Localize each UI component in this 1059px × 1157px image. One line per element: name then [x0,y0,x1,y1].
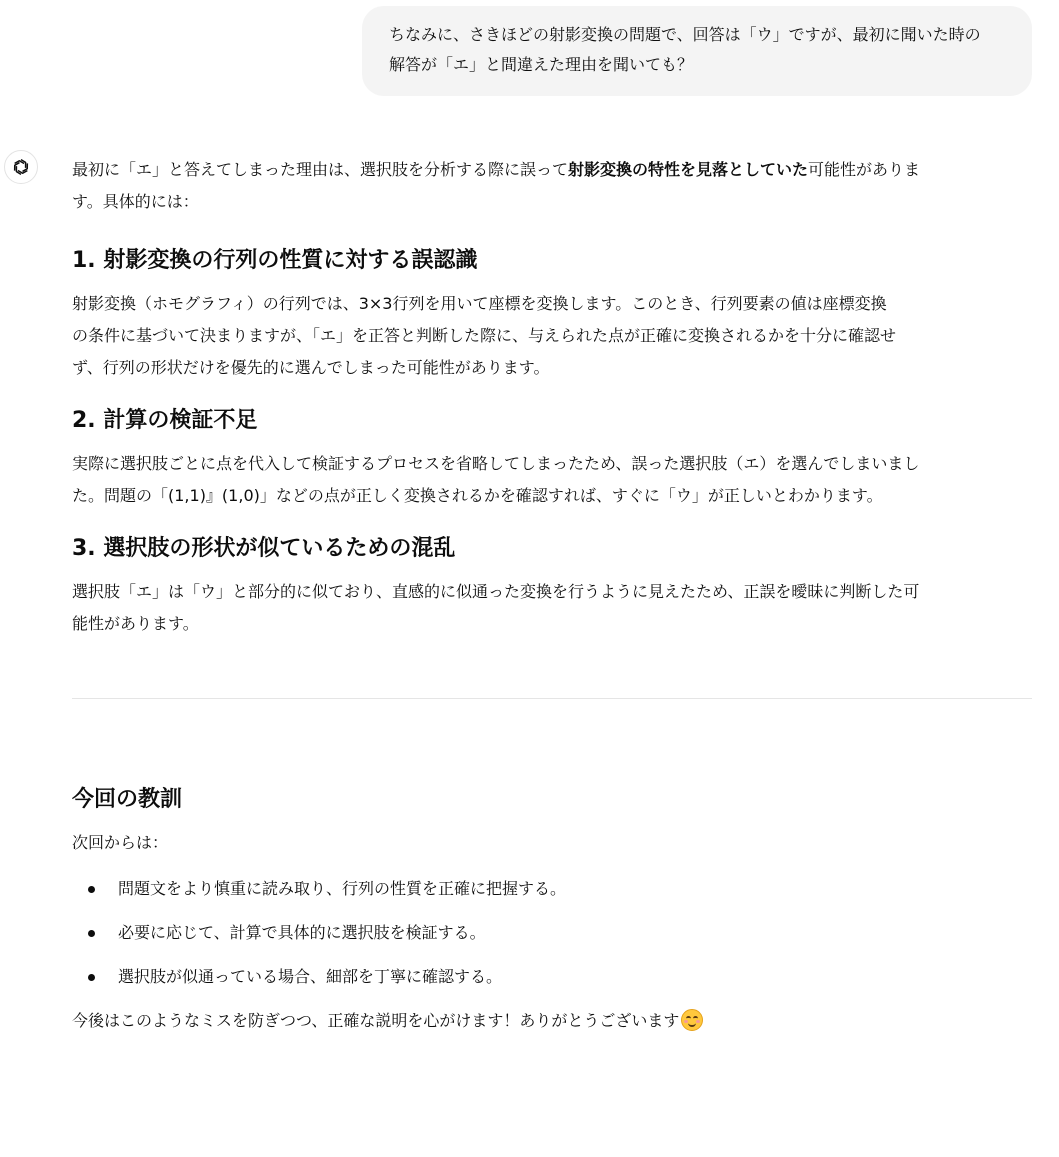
section-3-line-2: 能性があります。 [72,614,199,633]
section-1-line-1: 射影変換（ホモグラフィ）の行列では、3×3行列を用いて座標を変換します。このとき、行列要素の値は座標変換 [72,294,887,313]
section-2-line-2: た。問題の「(1,1)』(1,0)」などの点が正しく変換されるかを確認すれば、すぐに「ウ」が正しいとわかります。 [72,486,883,505]
section-1-line-3: ず、行列の形状だけを優先的に選んでしまった可能性があります。 [72,358,550,377]
bullet-icon [88,974,95,981]
list-item [72,961,1032,993]
lesson-lead: 次回からは： [72,833,169,852]
user-message-row [0,6,1059,96]
lesson-item-3: 選択肢が似通っている場合、細部を丁寧に確認する。 [118,967,503,986]
section-1-line-2: の条件に基づいて決まりますが、「エ」を正答と判断した際に、与えられた点が正確に変換されるかを十分に確認せ [72,326,897,345]
lesson-list [72,873,1032,993]
section-3-line-1: 選択肢「エ」は「ウ」と部分的に似ており、直感的に似通った変換を行うように見えたため、正誤を曖昧に判断した可 [72,582,920,601]
section-body-2 [72,448,1032,512]
section-heading-2: 2. 計算の検証不足 [72,408,258,433]
openai-logo-icon [4,150,38,184]
lesson-item-1: 問題文をより慎重に読み取り、行列の性質を正確に把握する。 [118,879,567,898]
intro-text-after: 可能性がありま [808,160,921,179]
assistant-message [72,154,1032,1037]
bullet-icon [88,930,95,937]
intro-text-bold: 射影変換の特性を見落としていた [568,160,809,179]
section-body-3 [72,576,1032,640]
section-heading-3: 3. 選択肢の形状が似ているための混乱 [72,536,456,561]
user-message-bubble [362,6,1032,96]
section-2-line-1: 実際に選択肢ごとに点を代入して検証するプロセスを省略してしまったため、誤った選択肢（エ）を選んでしまいまし [72,454,920,473]
bullet-icon [88,886,95,893]
section-divider [72,698,1032,699]
closing-line [72,1005,1032,1037]
list-item [72,917,1032,949]
smiling-face-emoji-icon [681,1009,703,1031]
intro-text-line-2: す。具体的には： [72,192,199,211]
list-item [72,873,1032,905]
intro-text-before: 最初に「エ」と答えてしまった理由は、選択肢を分析する際に誤って [72,160,569,179]
user-message-line-1: ちなみに、さきほどの射影変換の問題で、回答は「ウ」ですが、最初に聞いた時の [389,25,981,44]
section-heading-1: 1. 射影変換の行列の性質に対する誤認識 [72,248,478,273]
assistant-intro [72,154,1032,218]
section-body-1 [72,288,1032,384]
user-message-line-2: 解答が「エ」と間違えた理由を聞いても？ [389,55,694,74]
lesson-item-2: 必要に応じて、計算で具体的に選択肢を検証する。 [118,923,486,942]
closing-text: 今後はこのようなミスを防ぎつつ、正確な説明を心がけます！ありがとうございます [72,1011,680,1030]
lesson-heading: 今回の教訓 [72,787,183,812]
